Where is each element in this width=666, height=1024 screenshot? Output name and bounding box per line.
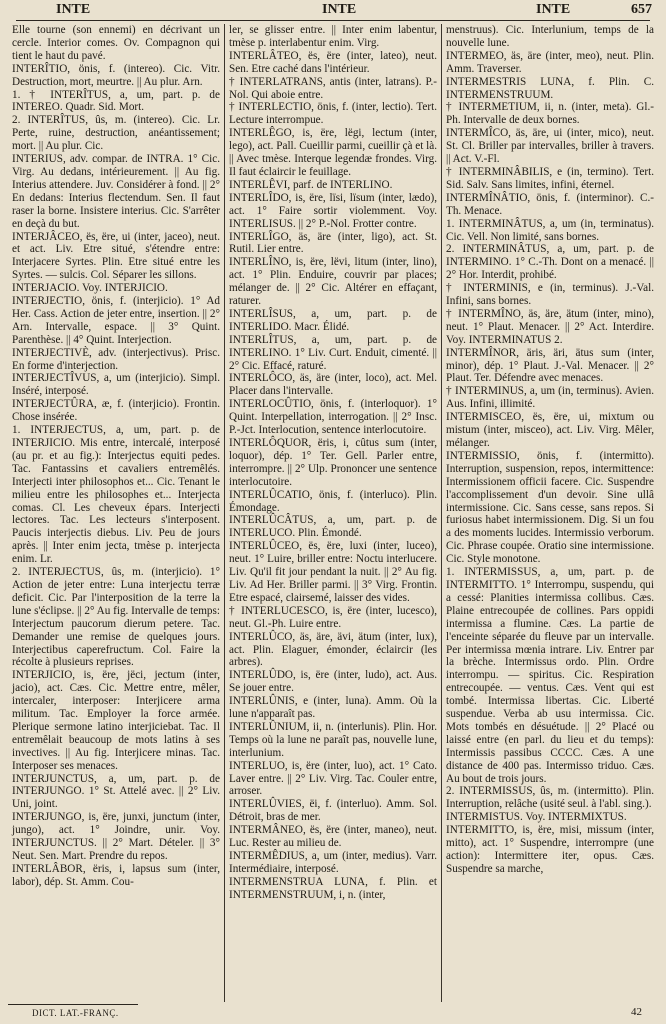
column-left bbox=[8, 24, 224, 1002]
dictionary-entry: INTERMISTUS. Voy. INTERMIXTUS. bbox=[446, 811, 627, 824]
page-footer bbox=[8, 1004, 658, 1022]
dictionary-entry: † INTERMÎNO, äs, äre, ätum (inter, mino), neut. 1° Plaut. Menacer. || 2° Act. Interdire. Voy. INTERMINATUS 2. bbox=[446, 307, 654, 346]
dictionary-entry: INTERLÂTEO, ës, ëre (inter, lateo), neut. Sen. Etre caché dans l'intérieur. bbox=[229, 49, 437, 75]
dictionary-entry: INTERLÎGO, äs, äre (inter, ligo), act. St. Rutil. Lier entre. bbox=[229, 230, 437, 256]
dictionary-entry: INTERMÎNOR, äris, äri, ätus sum (inter, minor), dép. 1° Plaut. J.-Val. Menacer. || 2° Plaut. Ter. Défendre avec menaces. bbox=[446, 346, 654, 385]
header-right: INTE bbox=[536, 2, 571, 17]
dictionary-entry: 2. INTERJECTUS, ûs, m. (interjicio). 1° Action de jeter entre: Luna interjectu terræ deficit. Cic. Par l'interposition de la terre la lune s'éclipse. || 2° Au fig. Intervalle de temps: Interjectum paucorum dierum petere. Tac. Demander une remise de quelques jours. Interjectibus caperefructum. Col. Faire la récolte à plusieurs reprises. bbox=[12, 566, 220, 669]
running-header bbox=[8, 0, 658, 22]
dictionary-entry: 1. INTERJECTUS, a, um, part. p. de INTERJICIO. Mis entre, intercalé, interposé (au pr. et au fig.): Interjectus equiti pedes. Tac. Fantassins et cavaliers entremêlés. Interjecti inter philosophos et... Cic. Tenant le milieu entre les philosophes et... Interjecta comas. Cl. Les cheveux épars. Interjecti lectores. Tac. Les lecteurs s'interposent. Paucis interjectis diebus. Liv. Peu de jours après. || Inter enim jecta, tmèse p. interjecta enim. Lr. bbox=[12, 424, 220, 566]
dictionary-entry: 1. † INTERÎTUS, a, um, part. p. de INTEREO. Quadr. Sid. Mort. bbox=[12, 88, 220, 114]
column-middle bbox=[225, 24, 441, 1002]
dictionary-entry: INTERLÛNIS, e (inter, luna). Amm. Où la lune n'apparaît pas. bbox=[229, 695, 437, 721]
dictionary-entry: † INTERLATRANS, antis (inter, latrans). P.-Nol. Qui aboie entre. bbox=[229, 75, 437, 101]
dictionary-entry: INTERJUNGO, is, ëre, junxi, junctum (inter, jungo), act. 1° Joindre, unir. Voy. INTERJUNCTUS. || 2° Mart. Dételer. || 3° Neut. Sen. Mart. Prendre du repos. bbox=[12, 811, 220, 862]
dictionary-entry: INTERMÎNÂTIO, önis, f. (interminor). C.-Th. Menace. bbox=[446, 191, 654, 217]
dictionary-entry: INTERLUO, is, ëre (inter, luo), act. 1° Cato. Laver entre. || 2° Liv. Virg. Tac. Couler entre, arroser. bbox=[229, 759, 437, 798]
dictionary-entry: † INTERMETIUM, ii, n. (inter, meta). Gl.-Ph. Intervalle de deux bornes. bbox=[446, 101, 654, 127]
entry-columns bbox=[8, 24, 658, 1002]
column-right bbox=[442, 24, 658, 1002]
dictionary-entry: INTERJICIO, is, ëre, jëci, jectum (inter, jacio), act. Cæs. Cic. Mettre entre, mêler, intercaler, interposer: Interjicere arma militum. Tac. Employer la force armée. Plerique sermone latino interjiciebat. Tac. Il entremêlait beaucoup de mots latins à ses invectives. || Au fig. Interjicere minas. Tac. Interposer ses menaces. bbox=[12, 669, 220, 772]
dictionary-entry: Elle tourne (son ennemi) en décrivant un cercle. Interior comes. Ov. Compagnon qui tient le haut du pavé. bbox=[12, 24, 220, 62]
dictionary-entry: INTERLÊVI, parf. de INTERLINO. bbox=[229, 178, 393, 191]
dictionary-entry: INTERLÛVIES, ëi, f. (interluo). Amm. Sol. Détroit, bras de mer. bbox=[229, 798, 437, 824]
dictionary-entry: † INTERMINIS, e (in, terminus). J.-Val. Infini, sans bornes. bbox=[446, 282, 654, 308]
signature-mark: DICT. LAT.-FRANÇ. bbox=[32, 1008, 119, 1018]
dictionary-entry: INTERLÂBOR, ëris, i, lapsus sum (inter, labor), dép. St. Amm. Cou- bbox=[12, 862, 220, 888]
dictionary-entry: INTERMESTRIS LUNA, f. Plin. C. INTERMENSTRUUM. bbox=[446, 75, 654, 101]
dictionary-entry: menstruus). Cic. Interlunium, temps de la nouvelle lune. bbox=[446, 24, 654, 49]
dictionary-entry: 1. INTERMINÂTUS, a, um (in, terminatus). Cic. Vell. Non limité, sans bornes. bbox=[446, 217, 654, 243]
dictionary-entry: 2. INTERÎTUS, ûs, m. (intereo). Cic. Lr. Perte, ruine, destruction, anéantissement; mort. || Au plur. Cic. bbox=[12, 114, 220, 153]
sheet-number: 42 bbox=[631, 1006, 642, 1018]
dictionary-entry: INTERMITTO, is, ëre, misi, missum (inter, mitto), act. 1° Suspendre, interrompre (une action): Intermittere iter, opus. Cæs. Suspendre sa marche, bbox=[446, 824, 654, 875]
header-center: INTE bbox=[322, 2, 357, 17]
dictionary-entry: INTERJÂCEO, ës, ëre, ui (inter, jaceo), neut. et act. Liv. Etre situé, s'étendre entre: Interjacere Syrtes. Plin. Etre situé entre les Syrtes. — sulcis. Col. Séparer les sillons. bbox=[12, 230, 220, 282]
dictionary-entry: INTERMENSTRUA LUNA, f. Plin. et INTERMENSTRUUM, i, n. (inter, bbox=[229, 875, 437, 901]
dictionary-entry: 1. INTERMISSUS, a, um, part. p. de INTERMITTO. 1° Interrompu, suspendu, qui a cessé: Planities intermissa collibus. Cæs. Plaine entrecoupée de collines. Pars oppidi intermissa a flumine. Cæs. La partie de l'enceinte séparée du fleuve par un intervalle. Per intermissa mœnia intrare. Liv. Entrer par la brèche. Intermissus ordo. Plin. Ordre interrompu. — spiritus. Cic. Respiration entrecoupée. — ventus. Cæs. Vent qui est tombé. Intermissa libertas. Cic. Liberté suspendue. Verba ab usu intermissa. Cic. Mots tombés en désuétude. || 2° Placé ou laissé entre (en parl. du lieu et du temps): Intermissis passibus CCCC. Cæs. A une distance de 400 pas. Intermisso triduo. Cæs. Au bout de trois jours. bbox=[446, 566, 654, 785]
dictionary-entry: 2. INTERMISSUS, ûs, m. (intermitto). Plin. Interruption, relâche (usité seul. à l'abl. sing.). bbox=[446, 785, 654, 811]
dictionary-entry: INTERLÛNIUM, ii, n. (interlunis). Plin. Hor. Temps où la lune ne paraît pas, nouvelle lune, interlunium. bbox=[229, 720, 437, 759]
dictionary-entry: ler, se glisser entre. || Inter enim labentur, tmèse p. interlabentur enim. Virg. bbox=[229, 24, 437, 49]
dictionary-entry: INTERJACIO. Voy. INTERJICIO. bbox=[12, 282, 168, 295]
dictionary-entry: INTERLÛCO, äs, äre, ävi, ätum (inter, lux), act. Plin. Elaguer, émonder, éclaircir (les arbres). bbox=[229, 630, 437, 669]
dictionary-entry: INTERLÔQUOR, ëris, i, cûtus sum (inter, loquor), dép. 1° Ter. Gell. Parler entre, interrompre. || 2° Ulp. Prononcer une sentence interlocutoire. bbox=[229, 437, 437, 488]
dictionary-entry: INTERLÛCEO, ës, ëre, luxi (inter, luceo), neut. 1° Luire, briller entre: Noctu interlucere. Liv. Qu'il fit jour pendant la nuit. || 2° Au fig. Liv. Ad Her. Briller parmi. || 3° Virg. Frontin. Etre espacé, clairsemé, laisser des vides. bbox=[229, 540, 437, 604]
dictionary-entry: INTERLÊGO, is, ëre, lëgi, lectum (inter, lego), act. Pall. Cueillir parmi, cueillir çà et là. || Avec tmèse. Interque legendæ frondes. Virg. Il faut éclaircir le feuillage. bbox=[229, 127, 437, 178]
dictionary-entry: INTERJUNCTUS, a, um, part. p. de INTERJUNGO. 1° St. Attelé avec. || 2° Liv. Uni, joint. bbox=[12, 772, 220, 811]
dictionary-entry: INTERMÎCO, äs, äre, ui (inter, mico), neut. St. Cl. Briller par intervalles, briller à travers. || Act. V.-Fl. bbox=[446, 127, 654, 166]
dictionary-entry: INTERLÎTUS, a, um, part. p. de INTERLINO. 1° Liv. Curt. Enduit, cimenté. || 2° Cic. Effacé, raturé. bbox=[229, 333, 437, 372]
dictionary-entry: INTERJECTIO, önis, f. (interjicio). 1° Ad Her. Cass. Action de jeter entre, insertion. || 2° Arn. Intervalle, espace. || 3° Quint. Parenthèse. || 4° Quint. Interjection. bbox=[12, 295, 220, 346]
dictionary-entry: † INTERMINÂBILIS, e (in, termino). Tert. Sid. Salv. Sans limites, infini, éternel. bbox=[446, 165, 654, 191]
dictionary-entry: INTERLÎNO, is, ëre, lëvi, litum (inter, lino), act. 1° Plin. Enduire, couvrir par places; mélanger de. || 2° Cic. Altérer en effaçant, raturer. bbox=[229, 256, 437, 308]
page-number: 657 bbox=[631, 2, 652, 17]
dictionary-entry: INTERMEO, äs, äre (inter, meo), neut. Plin. Amm. Traverser. bbox=[446, 49, 654, 75]
dictionary-entry: INTERLÛCATIO, önis, f. (interluco). Plin. Émondage. bbox=[229, 488, 437, 514]
footer-rule bbox=[8, 1004, 138, 1005]
dictionary-entry: INTERLÎSUS, a, um, part. p. de INTERLIDO. Macr. Élidé. bbox=[229, 307, 437, 333]
dictionary-entry: 2. INTERMINÂTUS, a, um, part. p. de INTERMINO. 1° C.-Th. Dont on a menacé. || 2° Hor. Interdit, prohibé. bbox=[446, 243, 654, 282]
dictionary-entry: † INTERLUCESCO, is, ëre (inter, lucesco), neut. Gl.-Ph. Luire entre. bbox=[229, 604, 437, 630]
dictionary-entry: INTERLOCÛTIO, önis, f. (interloquor). 1° Quint. Interpellation, interrogation. || 2° Insc. P.-Jct. Interlocution, sentence interlocutoire. bbox=[229, 398, 437, 437]
dictionary-entry: INTERLÎDO, is, ëre, lïsi, lïsum (inter, lædo), act. 1° Faire sortir violemment. Voy. INTERLISUS. || 2° P.-Nol. Frotter contre. bbox=[229, 191, 437, 230]
dictionary-entry: INTERMISSIO, önis, f. (intermitto). Interruption, suspension, repos, intermittence: Intermissionem officii facere. Cic. Suspendre l'accomplissement d'un devoir. Sine ullâ intermissione. Cic. Sans cesse, sans repos. Si furiosus habet intermissionem. Dig. Si un fou a des moments lucides. Intermissio verborum. Cic. Phrase coupée. Oratio sine intermissione. Cic. Style monotone. bbox=[446, 449, 654, 566]
dictionary-entry: INTERLÛCÂTUS, a, um, part. p. de INTERLUCO. Plin. Émondé. bbox=[229, 514, 437, 540]
header-left: INTE bbox=[56, 2, 91, 17]
dictionary-entry: INTERJECTÛRA, æ, f. (interjicio). Frontin. Chose insérée. bbox=[12, 398, 220, 424]
dictionary-entry: INTERJECTIVÈ, adv. (interjectivus). Prisc. En forme d'interjection. bbox=[12, 346, 220, 372]
dictionary-entry: INTERMÊDIUS, a, um (inter, medius). Varr. Intermédiaire, interposé. bbox=[229, 850, 437, 875]
dictionary-entry: INTERLÔCO, äs, äre (inter, loco), act. Mel. Placer dans l'intervalle. bbox=[229, 372, 437, 398]
dictionary-entry: INTERÎTIO, önis, f. (intereo). Cic. Vitr. Destruction, mort, meurtre. || Au plur. Arn. bbox=[12, 62, 220, 88]
header-rule bbox=[16, 20, 650, 21]
dictionary-entry: INTERMÂNEO, ës, ëre (inter, maneo), neut. Luc. Rester au milieu de. bbox=[229, 824, 437, 850]
dictionary-entry: INTERJECTÎVUS, a, um (interjicio). Simpl. Inséré, interposé. bbox=[12, 372, 220, 398]
dictionary-entry: † INTERLECTIO, önis, f. (inter, lectio). Tert. Lecture interrompue. bbox=[229, 101, 437, 127]
dictionary-entry: INTERLÛDO, is, ëre (inter, ludo), act. Aus. Se jouer entre. bbox=[229, 669, 437, 695]
dictionary-entry: INTERIUS, adv. compar. de INTRA. 1° Cic. Virg. Au dedans, intérieurement. || Au fig. Interius attendere. Juv. Considérer à fond. || 2° En dedans: Interius flectendum. Sen. Il faut raser la borne. Insistere interius. Cic. S'arrêter en deçà du but. bbox=[12, 153, 220, 230]
dictionary-entry: INTERMISCEO, ës, ëre, ui, mixtum ou mistum (inter, misceo), act. Liv. Virg. Mêler, mélanger. bbox=[446, 411, 654, 449]
dictionary-entry: † INTERMINUS, a, um (in, terminus). Avien. Aus. Infini, illimité. bbox=[446, 385, 654, 411]
